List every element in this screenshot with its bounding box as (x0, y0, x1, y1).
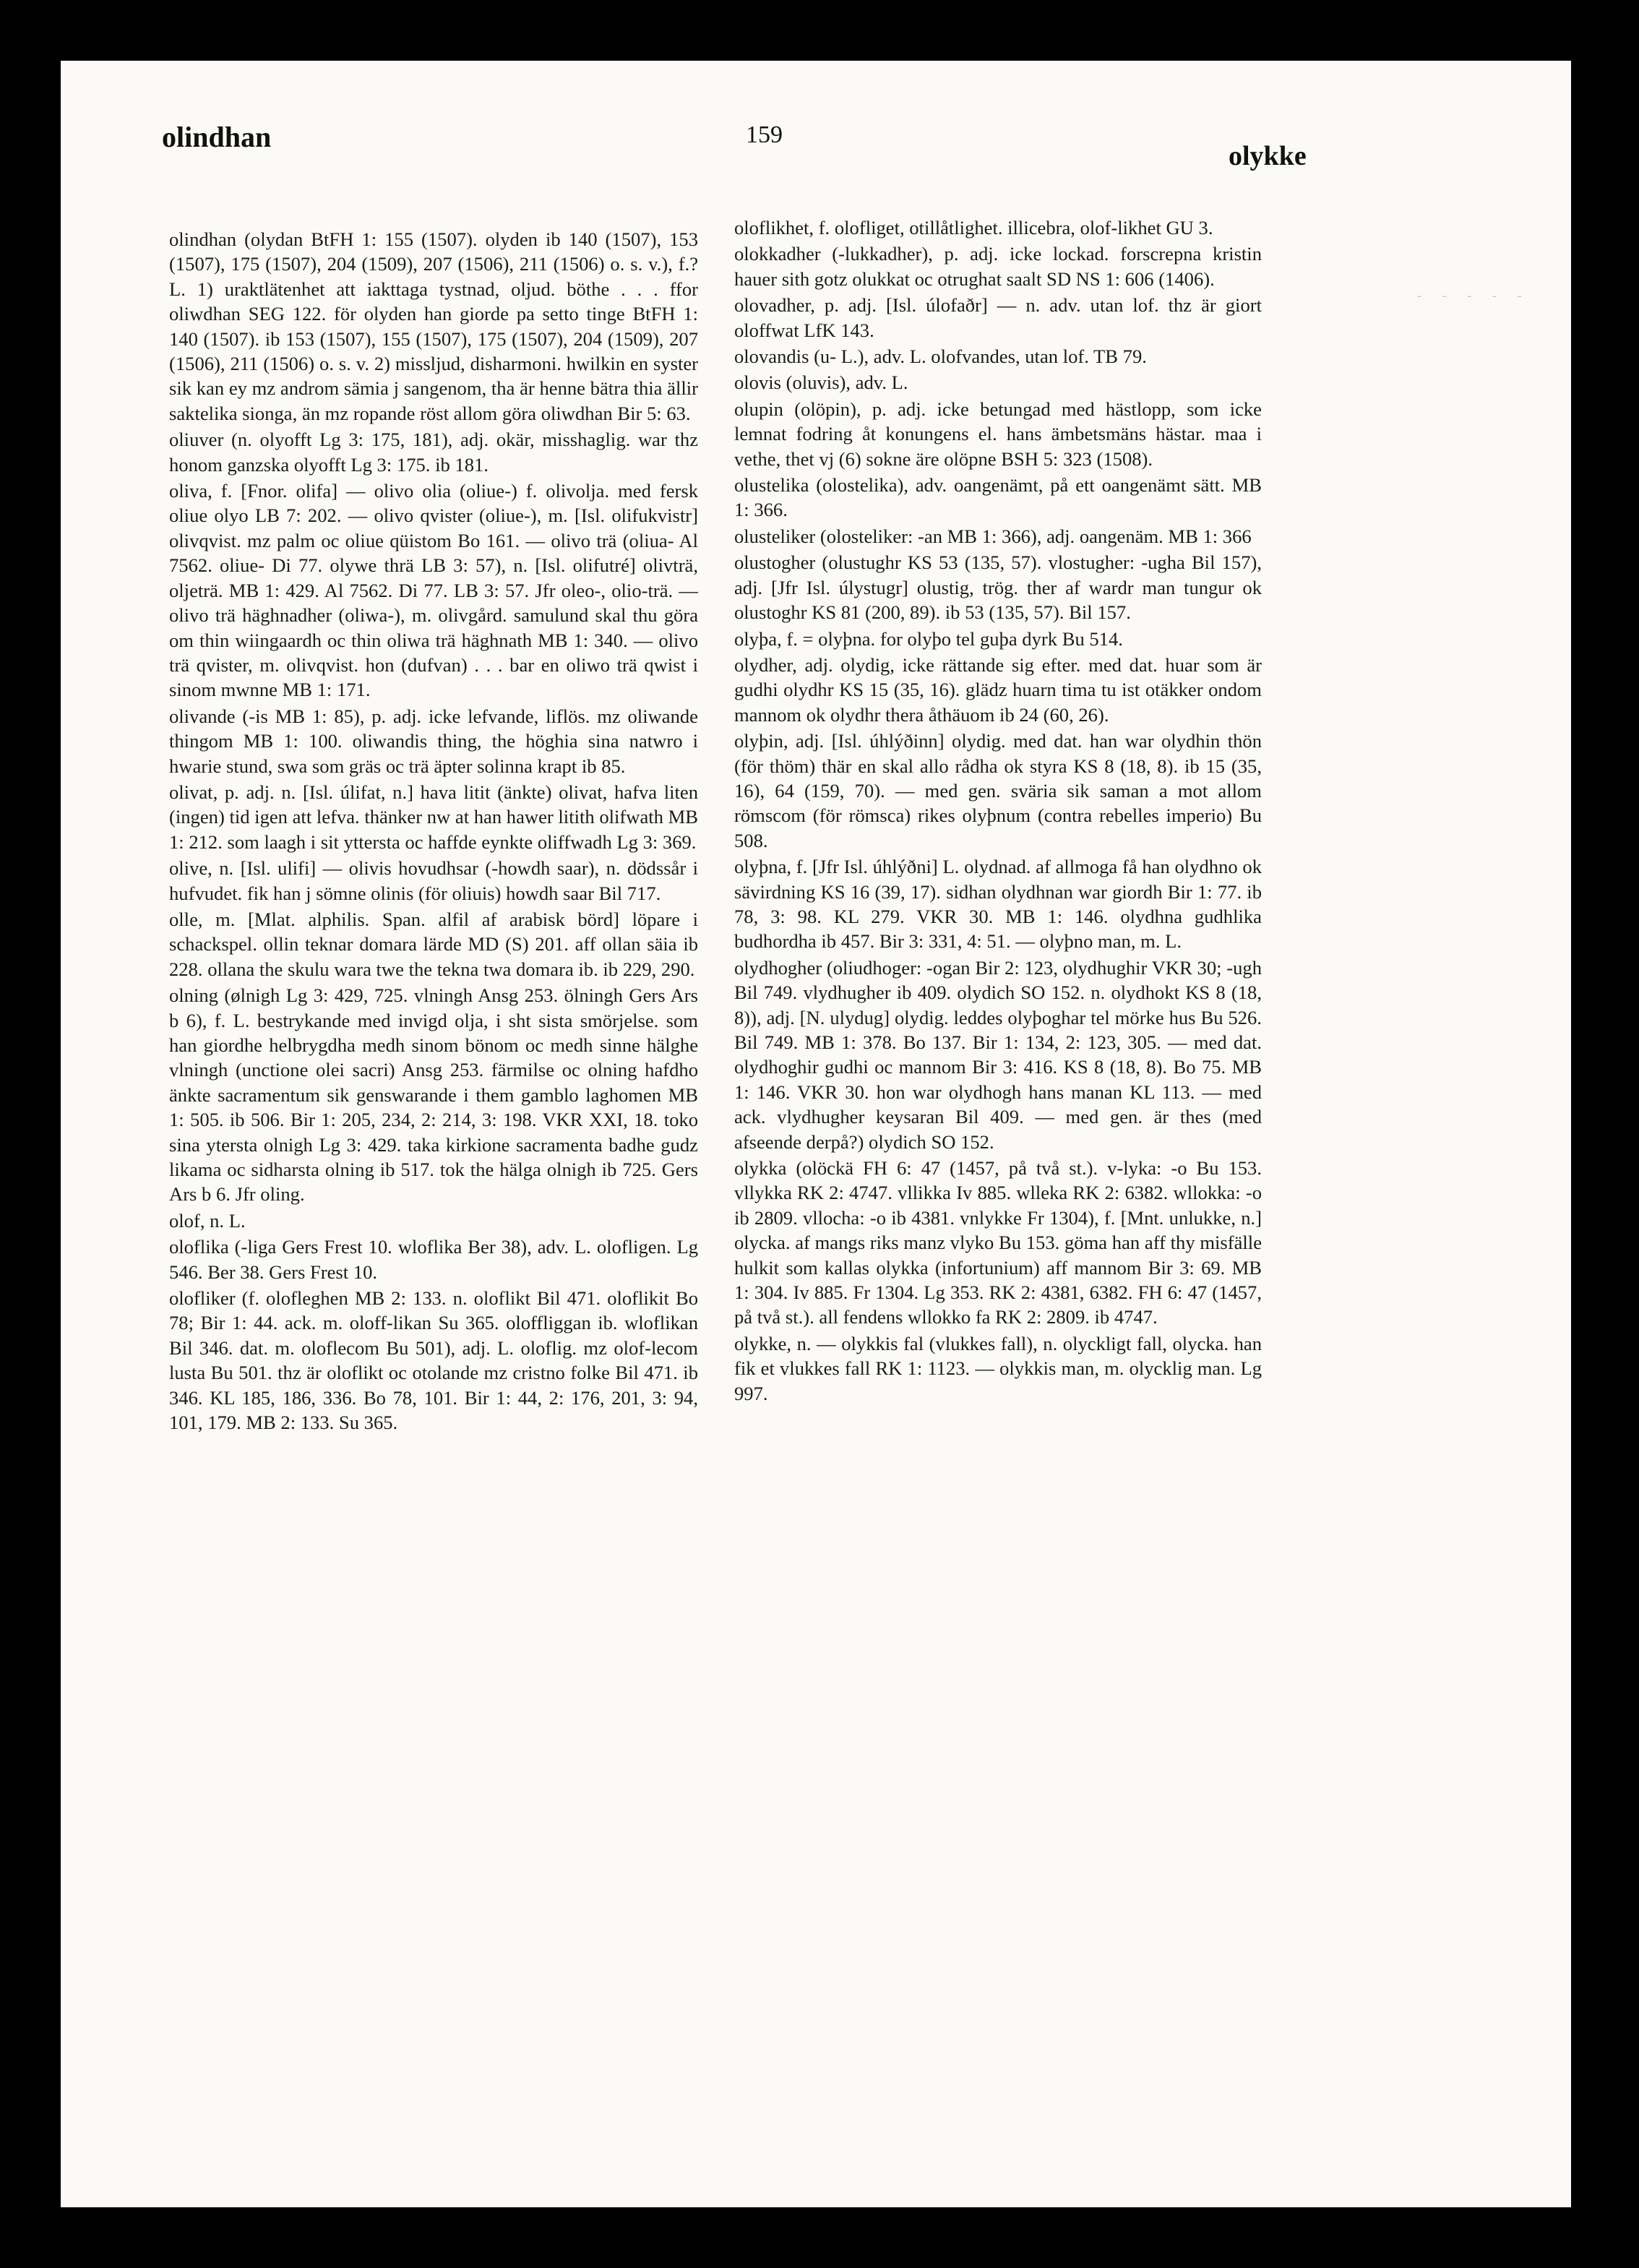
dictionary-entry: olovadher, p. adj. [Isl. úlofaðr] — n. adv. utan lof. thz är giort oloffwat LfK 143. (734, 294, 1262, 341)
page-number: 159 (746, 121, 783, 148)
dictionary-entry: olykka (olöckä FH 6: 47 (1457, på två st.). v-lyka: -o Bu 153. vllykka RK 2: 4747. vllikka Iv 885. wlleka RK 2: 6382. wllokka: -o ib 2809. vllocha: -o ib 4381. vnlykke Fr 1304), f. [Mnt. unlukke, n.] olycka. af mangs riks manz vlyko Bu 153. göma han aff thy misfälle hulkit som kallas olykka (infortunium) aff mannom Bir 3: 69. MB 1: 304. Iv 885. Fr 1304. Lg 353. RK 2: 4381, 6382. FH 6: 47 (1457, på två st.). all fendens wllokko fa RK 2: 2809. ib 4747. (734, 1157, 1262, 1328)
dictionary-entry: olivande (-is MB 1: 85), p. adj. icke lefvande, liflös. mz oliwande thingom MB 1: 100. oliwandis thing, the höghia sina natwro i hwarie stund, swa som gräs oc trä äpter solinna krapt ib 85. (169, 705, 698, 777)
dictionary-entry: olyþa, f. = olyþna. for olyþo tel guþa dyrk Bu 514. (734, 627, 1123, 650)
dictionary-entry: olusteliker (olosteliker: -an MB 1: 366), adj. oangenäm. MB 1: 366 (734, 525, 1252, 547)
dictionary-entry: olindhan (olydan BtFH 1: 155 (1507). olyden ib 140 (1507), 153 (1507), 175 (1507), 204 (1509), 207 (1506), 211 (1506) o. s. v.), f.? L. 1) uraktlätenhet att iakttaga tystnad, oljud. böthe . . . ffor oliwdhan SEG 122. för olyden han giorde pa setto tinge BtFH 1: 140 (1507). ib 153 (1507), 155 (1507), 175 (1507), 204 (1509), 207 (1506), 211 (1506) o. s. v. 2) missljud, disharmoni. hwilkin en syster sik kan ey mz androm sämia j sangenom, tha är henne bätra thia ällir saktelika sionga, än mz ropande röst allom göra oliwdhan Bir 5: 63. (169, 228, 698, 424)
dictionary-entry: oloflikhet, f. olofliget, otillåtlighet. illicebra, olof-likhet GU 3. (734, 217, 1213, 239)
dictionary-entry: olof, n. L. (169, 1209, 246, 1232)
dictionary-page (61, 61, 1571, 2207)
running-headword-left: olindhan (162, 121, 272, 153)
dictionary-entry: oliuver (n. olyofft Lg 3: 175, 181), adj. okär, misshaglig. war thz honom ganzska olyofft Lg 3: 175. ib 181. (169, 429, 698, 476)
right-column (734, 215, 1262, 1406)
dictionary-entry: olydher, adj. olydig, icke rättande sig efter. med dat. huar som är gudhi olydhr KS 15 (35, 16). glädz huarn tima tu ist otäkker ondom mannom ok olydhr thera åthäuom ib 24 (60, 26). (734, 653, 1262, 726)
dictionary-entry: olustelika (olostelika), adv. oangenämt, på ett oangenämt sätt. MB 1: 366. (734, 474, 1262, 521)
dictionary-entry: olle, m. [Mlat. alphilis. Span. alfil af arabisk börd] löpare i schackspel. ollin teknar domara lärde MD (S) 201. aff ollan säia ib 228. ollana the skulu wara twe the tekna twa domara ib. ib 229, 290. (169, 908, 698, 980)
edge-dash-marks: ----- (1416, 288, 1542, 304)
dictionary-entry: olofliker (f. olofleghen MB 2: 133. n. oloflikt Bil 471. oloflikit Bo 78; Bir 1: 44. ack. m. oloff-likan Su 365. oloffliggan ib. wloflikan Bil 346. dat. m. oloflecom Bu 501), adj. L. oloflig. mz olof-lecom lusta Bu 501. thz är oloflikt oc otolande mz cristno folke Bil 471. ib 346. KL 185, 186, 336. Bo 78, 101. Bir 1: 44, 2: 176, 201, 3: 94, 101, 179. MB 2: 133. Su 365. (169, 1287, 698, 1434)
dictionary-entry: oloflika (-liga Gers Frest 10. wloflika Ber 38), adv. L. olofligen. Lg 546. Ber 38. Gers Frest 10. (169, 1236, 698, 1283)
dictionary-entry: olupin (olöpin), p. adj. icke betungad med hästlopp, som icke lemnat fodring åt konungens el. hans ämbetsmäns hästar. maa i vethe, thet vj (6) sokne äre olöpne BSH 5: 323 (1508). (734, 398, 1262, 470)
dictionary-entry: oliva, f. [Fnor. olifa] — olivo olia (oliue-) f. olivolja. med fersk oliue olyo LB 7: 202. — olivo qvister (oliue-), m. [Isl. olifukvistr] olivqvist. mz palm oc oliue qüistom Bo 161. — olivo trä (oliua- Al 7562. oliue- Di 77. olywe thrä LB 3: 57), n. [Isl. olifutré] olivträ, oljeträ. MB 1: 429. Al 7562. Di 77. LB 3: 57. Jfr oleo-, olio-trä. — olivo trä häghnadher (oliwa-), m. olivgård. samulund skal thu göra om thin wiingaardh oc thin oliwa trä häghnath MB 1: 340. — olivo trä qvister, m. olivqvist. hon (dufvan) . . . bar en oliwo trä qwist i sinom mwnne MB 1: 171. (169, 480, 698, 701)
running-headword-right: olykke (1229, 141, 1307, 171)
dictionary-entry: olyþin, adj. [Isl. úhlýðinn] olydig. med dat. han war olydhin thön (för thöm) thär en skal allo rådha ok styra KS 8 (18, 8). ib 15 (35, 16), 64 (159, 70). — med gen. sväria sik saman a mot allom römscom (för römsca) rikes olyþnum (contra rebelles imperio) Bu 508. (734, 730, 1262, 851)
dictionary-entry: olive, n. [Isl. ulifi] — olivis hovudhsar (-howdh saar), n. dödssår i hufvudet. fik han j sömne olinis (för oliuis) howdh saar Bil 717. (169, 857, 698, 904)
dictionary-entry: olokkadher (-lukkadher), p. adj. icke lockad. forscrepna kristin hauer sith gotz olukkat oc otrughat saalt SD NS 1: 606 (1406). (734, 243, 1262, 290)
dictionary-entry: olivat, p. adj. n. [Isl. úlifat, n.] hava litit (änkte) olivat, hafva liten (ingen) tid igen att lefva. thänker nw at han hawer litith olifwath MB 1: 212. som laagh i sit yttersta oc haffde eynkte oliffwadh Lg 3: 369. (169, 781, 698, 853)
dictionary-entry: olovandis (u- L.), adv. L. olofvandes, utan lof. TB 79. (734, 345, 1147, 368)
dictionary-entry: olydhogher (oliudhoger: -ogan Bir 2: 123, olydhughir VKR 30; -ugh Bil 749. vlydhugher ib 409. olydich SO 152. n. olydhokt KS 8 (18, 8)), adj. [N. ulydug] olydig. leddes olyþoghar tel mörke hus Bu 526. Bil 749. MB 1: 378. Bo 137. Bir 1: 134, 2: 123, 305. — med dat. olydhoghir gudhi oc mannom Bir 3: 416. KS 8 (18, 8). Bo 75. MB 1: 146. VKR 30. hon war olydhogh hans manan KL 113. — med ack. vlydhugher keysaran Bil 409. — med gen. är thes (med afseende derpå?) olydich SO 152. (734, 956, 1262, 1153)
dictionary-entry: olyþna, f. [Jfr Isl. úhlýðni] L. olydnad. af allmoga få han olydhno ok sävirdning KS 16 (39, 17). sidhan olydhnan war giordh Bir 1: 77. ib 78, 3: 98. KL 279. VKR 30. MB 1: 146. olydhna gudhlika budhordha ib 457. Bir 3: 331, 4: 51. — olyþno man, m. L. (734, 856, 1262, 953)
dictionary-entry: olustogher (olustughr KS 53 (135, 57). vlostugher: -ugha Bil 157), adj. [Jfr Isl. úlystugr] olustig, trög. ther af wardr man tungur ok olustoghr KS 81 (200, 89). ib 53 (135, 57). Bil 157. (734, 551, 1262, 624)
left-column (169, 227, 698, 1435)
dictionary-entry: olovis (oluvis), adv. L. (734, 371, 908, 394)
dictionary-entry: olykke, n. — olykkis fal (vlukkes fall), n. olyckligt fall, olycka. han fik et vlukkes fall RK 1: 1123. — olykkis man, m. olycklig man. Lg 997. (734, 1332, 1262, 1404)
dictionary-entry: olning (ølnigh Lg 3: 429, 725. vlningh Ansg 253. ölningh Gers Ars b 6), f. L. bestrykande med invigd olja, i sht sista smörjelse. som han giordhe helbrygdha medh sinom bönom oc medh sinne hälghe vlningh (unctione olei sacri) Ansg 253. färmilse oc olning hafdho änkte sacramentum sik genswarande i them gamblo laghomen MB 1: 505. ib 506. Bir 1: 205, 234, 2: 214, 3: 198. VKR XXI, 18. toko sina ytersta olnigh Lg 3: 429. taka kirkione sacramenta badhe gudz likama oc sidharsta olning ib 517. tok the hälga olnigh ib 725. Gers Ars b 6. Jfr oling. (169, 984, 698, 1206)
